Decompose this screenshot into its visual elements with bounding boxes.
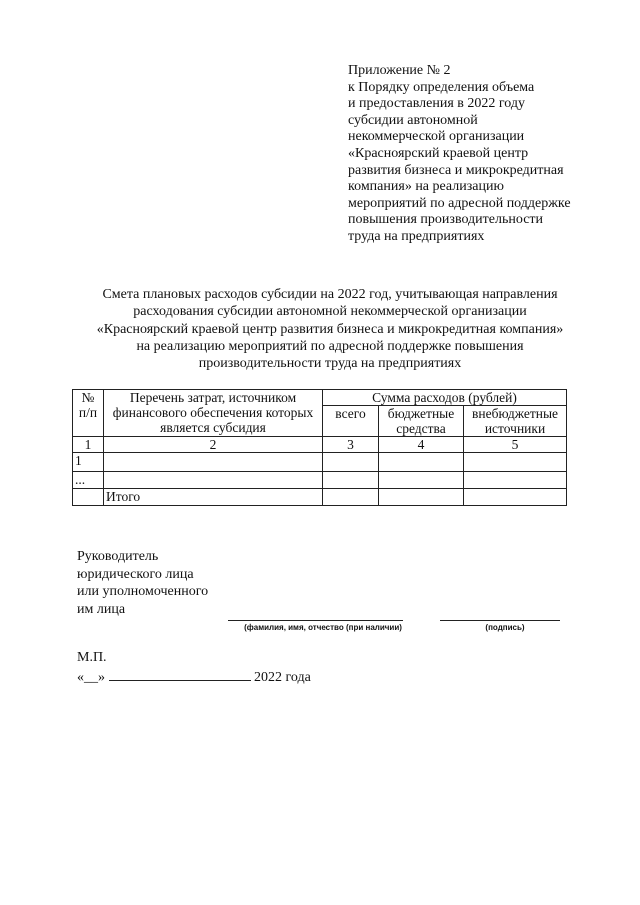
col-number: 4 xyxy=(379,437,464,453)
appendix-line: повышения производительности xyxy=(348,212,544,228)
date-month-blank xyxy=(109,668,251,681)
title-line: Смета плановых расходов субсидии на 2022 год, учитывающая направления xyxy=(102,287,558,302)
sign-signature-line xyxy=(440,620,560,621)
appendix-line: труда на предприятиях xyxy=(348,228,485,244)
appendix-line: развития бизнеса и микрокредитная xyxy=(348,162,564,178)
title-line: расходования субсидии автономной некоммерческой организации xyxy=(133,304,527,320)
row-list xyxy=(104,453,323,472)
row-num: ... xyxy=(73,472,104,489)
header-num: № п/п xyxy=(73,390,104,437)
appendix-line: субсидии автономной xyxy=(348,112,478,128)
signatory-line: Руководитель xyxy=(77,549,159,564)
document-title xyxy=(60,286,600,372)
name-caption: (фамилия, имя, отчество (при наличии) xyxy=(244,623,402,632)
stamp-place: М.П. xyxy=(77,650,107,665)
appendix-line: к Порядку определения объема xyxy=(348,79,535,95)
date-year: 2022 года xyxy=(254,670,311,685)
appendix-line: компания» на реализацию xyxy=(348,179,504,195)
signatory-block xyxy=(77,548,208,618)
title-line: «Красноярский краевой центр развития бизнеса и микрокредитная компания» xyxy=(96,321,564,337)
name-signature-line xyxy=(228,620,403,621)
row-budget xyxy=(379,472,464,489)
table-row xyxy=(73,472,567,489)
row-budget xyxy=(379,489,464,506)
header-sum: Сумма расходов (рублей) xyxy=(323,390,567,406)
appendix-line: «Красноярский краевой центр xyxy=(348,145,529,161)
header-total: всего xyxy=(323,406,379,437)
sign-caption: (подпись) xyxy=(485,623,525,632)
col-number: 3 xyxy=(323,437,379,453)
appendix-line: некоммерческой организации xyxy=(348,129,525,145)
col-number: 2 xyxy=(104,437,323,453)
header-offbudget: внебюджетные источники xyxy=(464,406,567,437)
table-header-row xyxy=(73,390,567,406)
appendix-line: Приложение № 2 xyxy=(348,63,451,78)
col-number: 5 xyxy=(464,437,567,453)
appendix-block xyxy=(348,63,608,246)
row-offbudget xyxy=(464,453,567,472)
row-total xyxy=(323,472,379,489)
row-total xyxy=(323,489,379,506)
header-list: Перечень затрат, источником финансового обеспечения которых является субсидия xyxy=(104,390,323,437)
row-offbudget xyxy=(464,472,567,489)
date-day: «__» xyxy=(77,670,105,685)
title-line: на реализацию мероприятий по адресной поддержке повышения xyxy=(136,338,524,354)
signatory-line: юридического лица xyxy=(77,566,194,582)
date-line xyxy=(77,668,311,686)
table-row xyxy=(73,453,567,472)
header-budget: бюджетные средства xyxy=(379,406,464,437)
row-num: 1 xyxy=(73,453,104,472)
title-line: производительности труда на предприятиях xyxy=(198,356,462,372)
row-offbudget xyxy=(464,489,567,506)
col-number: 1 xyxy=(73,437,104,453)
signatory-line: им лица xyxy=(77,601,126,617)
row-budget xyxy=(379,453,464,472)
table-numbering-row xyxy=(73,437,567,453)
appendix-line: и предоставления в 2022 году xyxy=(348,96,525,112)
row-num xyxy=(73,489,104,506)
row-list: Итого xyxy=(104,489,323,506)
appendix-line: мероприятий по адресной поддержке xyxy=(348,195,571,211)
row-list xyxy=(104,472,323,489)
budget-table xyxy=(72,389,567,506)
table-total-row xyxy=(73,489,567,506)
signatory-line: или уполномоченного xyxy=(77,584,209,599)
row-total xyxy=(323,453,379,472)
